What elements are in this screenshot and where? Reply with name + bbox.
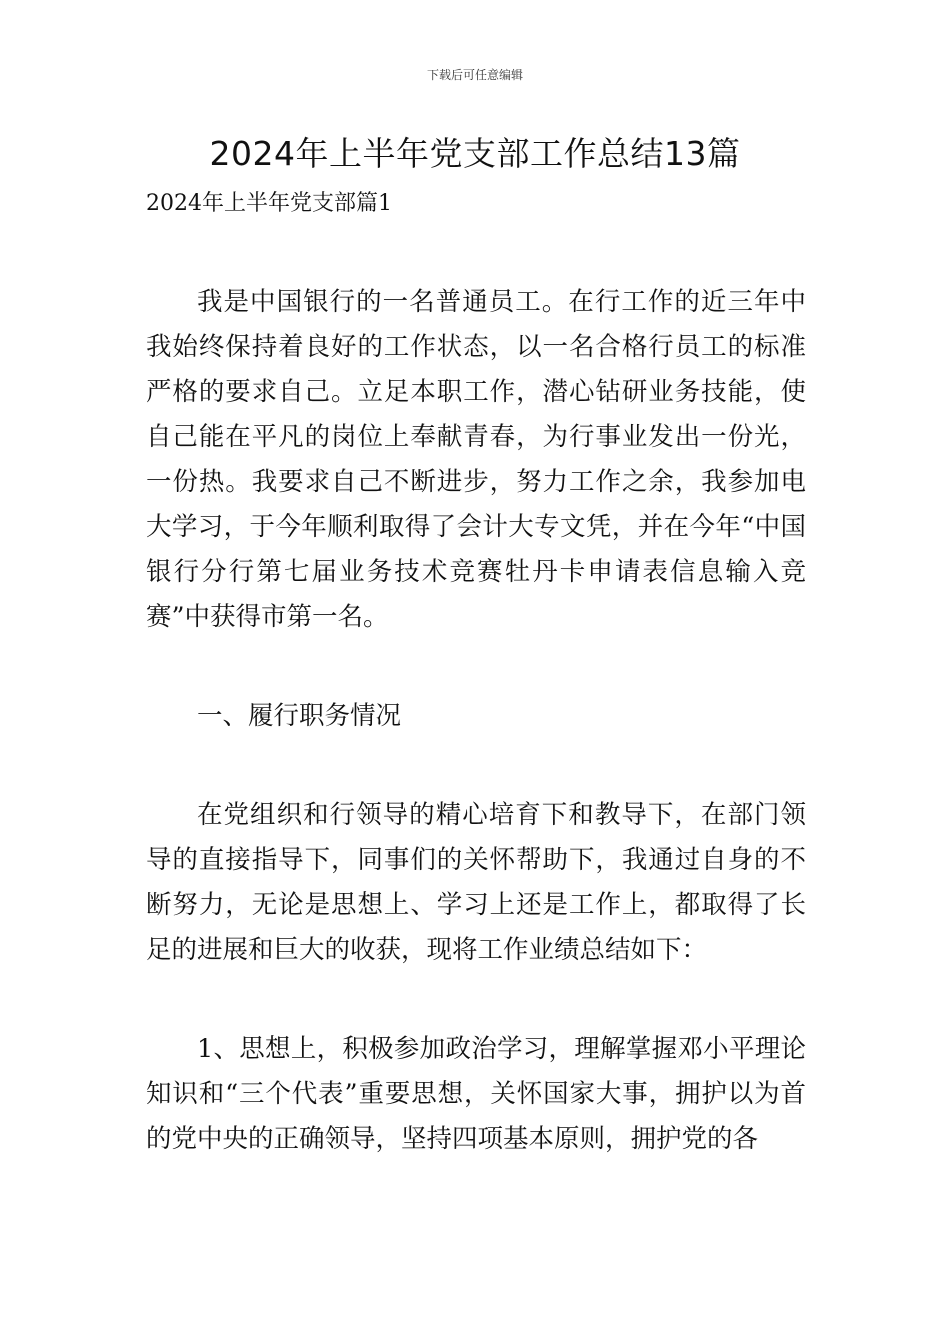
paragraph-intro: 我是中国银行的一名普通员工。在行工作的近三年中我始终保持着良好的工作状态，以一名合格行员工的标准严格的要求自己。立足本职工作，潜心钻研业务技能，使自己能在平凡的岗位上奉献青春，为行事业发出一份光，一份热。我要求自己不断进步，努力工作之余，我参加电大学习，于今年顺利取得了会计大专文凭，并在今年“中国银行分行第七届业务技术竞赛牡丹卡申请表信息输入竞赛”中获得市第一名。 <box>146 287 806 632</box>
paragraph-achievements: 在党组织和行领导的精心培育下和教导下，在部门领导的直接指导下，同事们的关怀帮助下，我通过自身的不断努力，无论是思想上、学习上还是工作上，都取得了长足的进展和巨大的收获，现将工作业绩总结如下： <box>146 800 806 965</box>
document-title: 2024年上半年党支部工作总结13篇 <box>209 134 741 173</box>
header-note: 下载后可任意编辑 <box>426 68 523 82</box>
section-heading-duties: 一、履行职务情况 <box>197 701 402 731</box>
paragraph-thought: 1、思想上，积极参加政治学习，理解掌握邓小平理论知识和“三个代表”重要思想，关怀国家大事，拥护以为首的党中央的正确领导，坚持四项基本原则，拥护党的各 <box>146 1034 806 1154</box>
section-subtitle: 2024年上半年党支部篇1 <box>146 191 392 216</box>
document-body <box>146 280 806 1162</box>
